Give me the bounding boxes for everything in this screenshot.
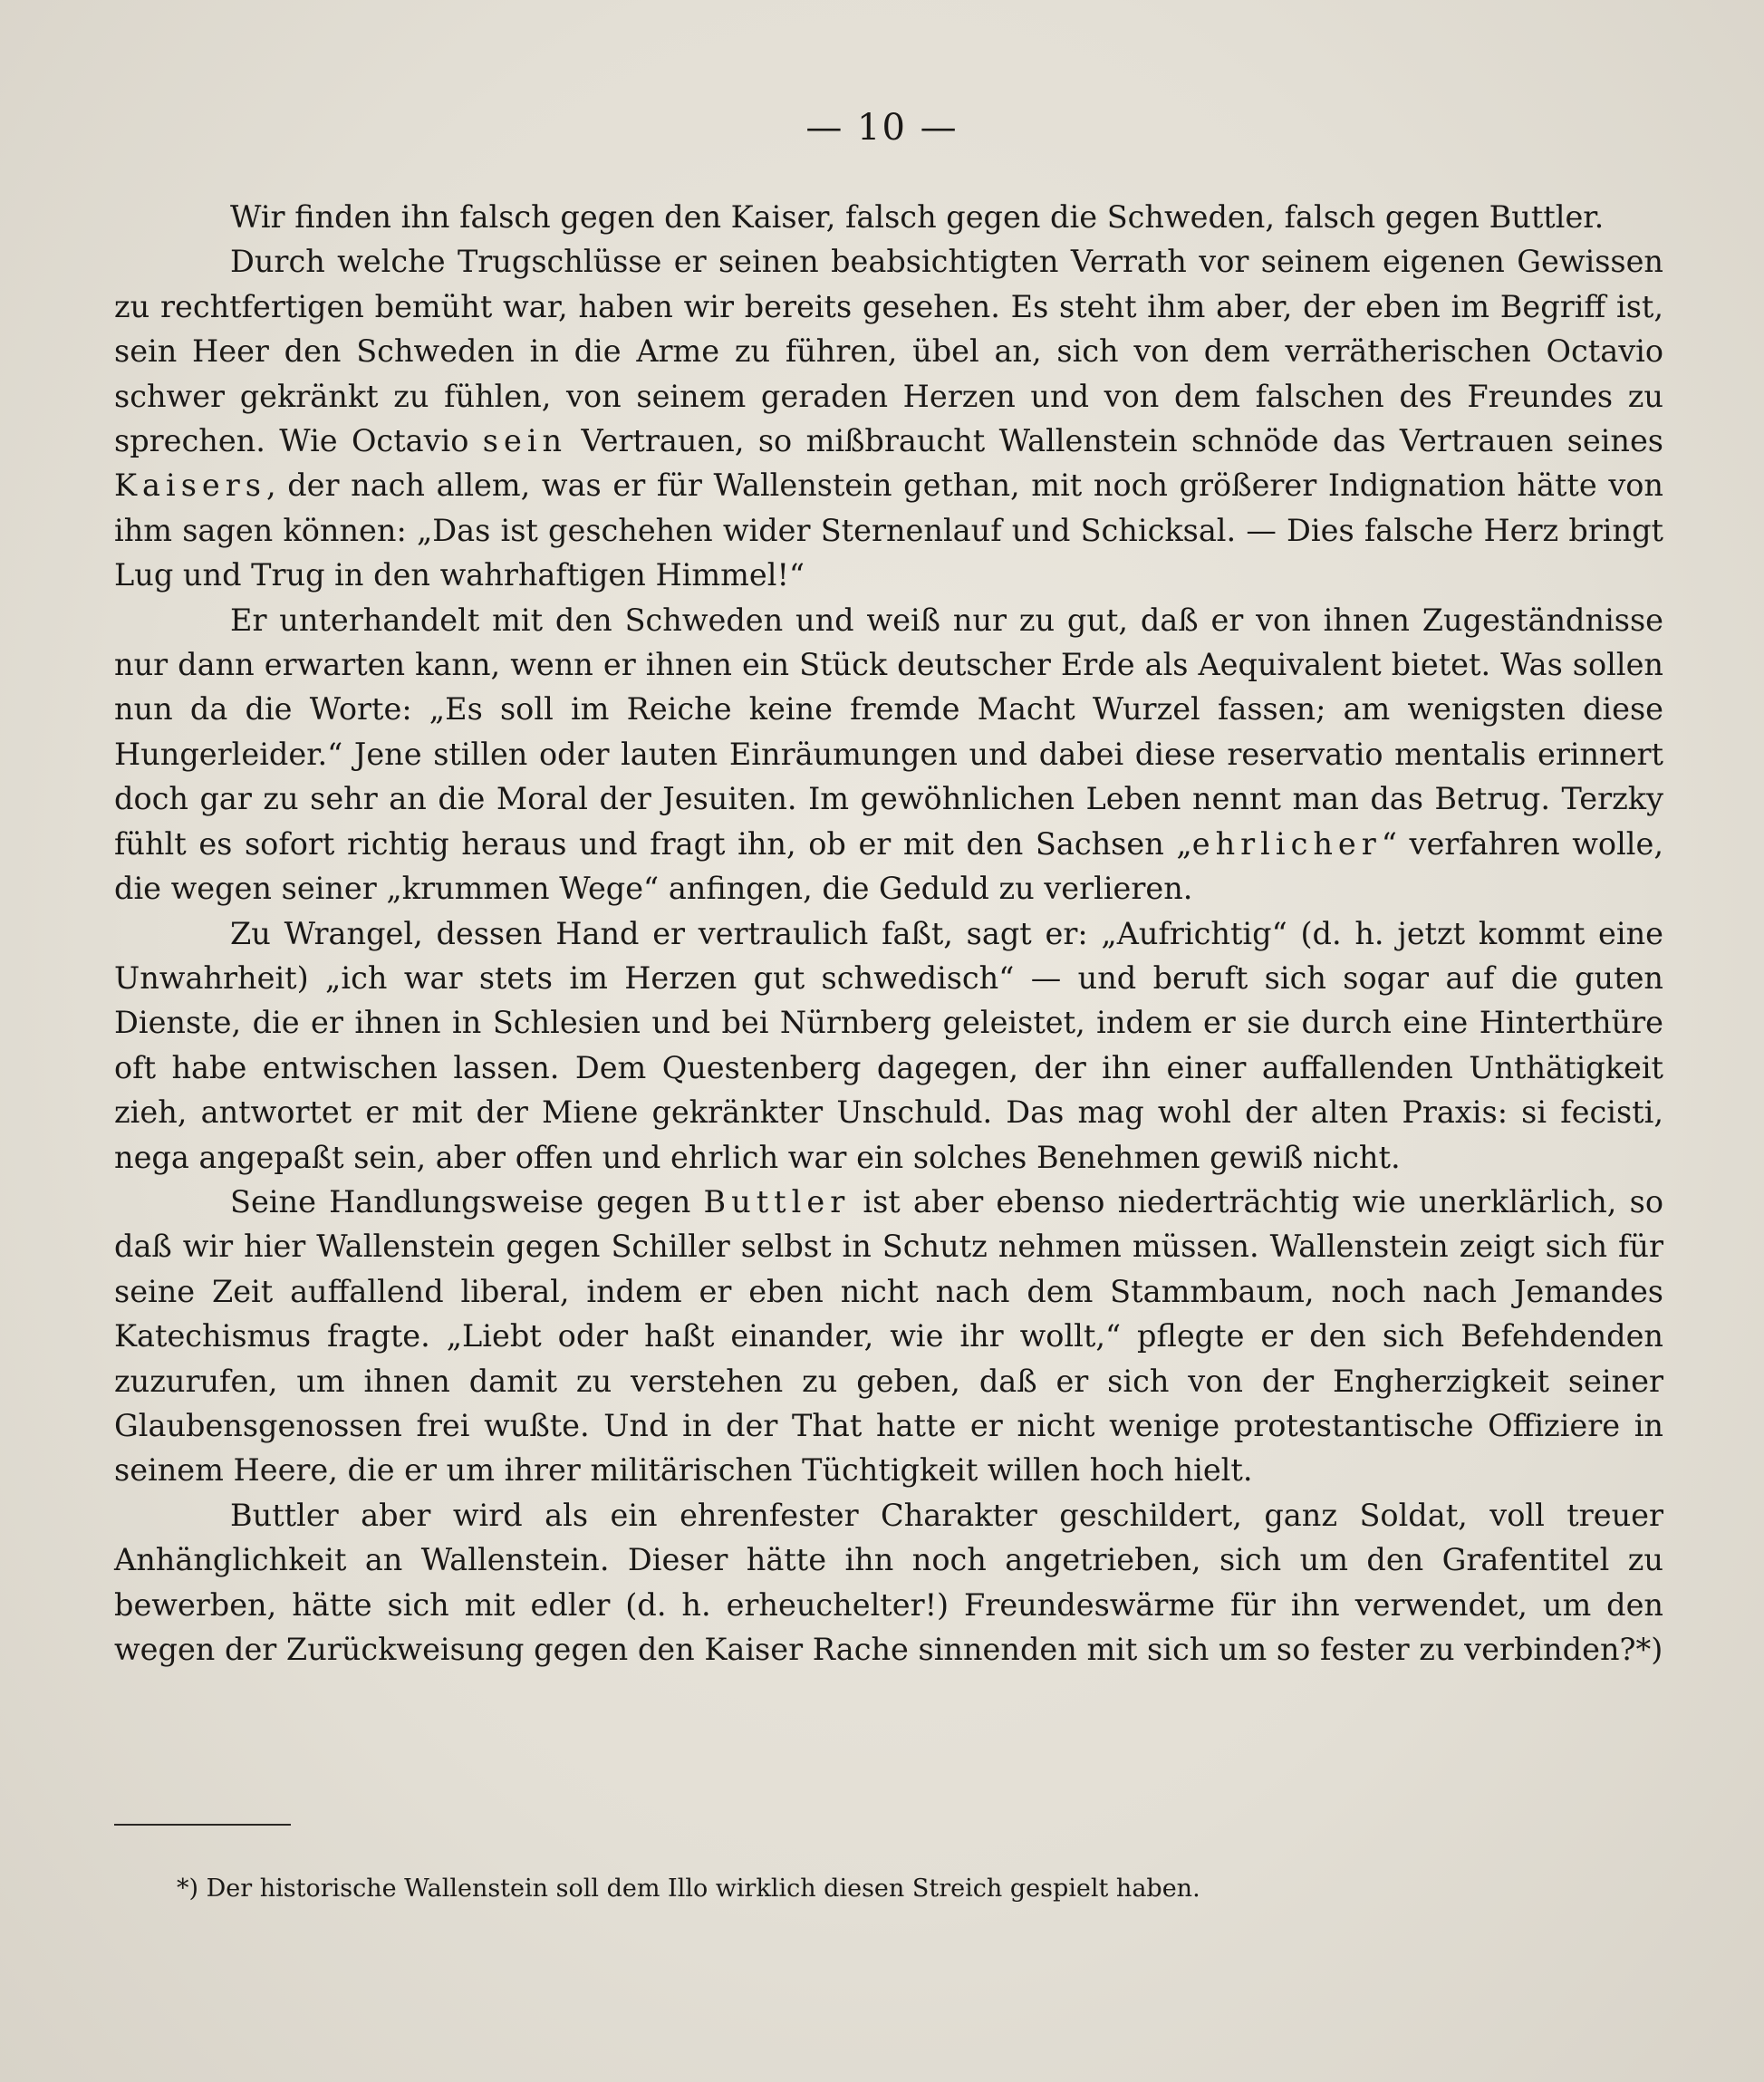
paragraph <box>114 239 1663 597</box>
text-run: Er unterhandelt mit den Schweden und weiß nur zu gut, daß er von ihnen Zugeständnisse nur dann erwarten kann, wenn er ihnen ein Stück deutscher Erde als Aequivalent bietet. Was sollen nun da die Worte: „Es soll im Reiche keine fremde Macht Wurzel fassen; am wenigsten diese Hungerleider.“ Jene stillen oder lauten Einräumungen und dabei diese reservatio mentalis erinnert doch gar zu sehr an die Moral der Jesuiten. Im gewöhnlichen Leben nennt man das Betrug. Terzky fühlt es sofort richtig heraus und fragt ihn, ob er mit den Sachsen „ <box>114 602 1663 862</box>
page-number: — 10 — <box>805 107 959 149</box>
text-run: “ verfahren wolle, die wegen seiner „krummen Wege“ anfingen, die Geduld zu verlieren. <box>114 825 1663 907</box>
emphasis-spaced: Buttler <box>703 1183 851 1219</box>
emphasis-spaced: sein <box>482 423 568 459</box>
text-run: Durch welche Trugschlüsse er seinen beabsichtigten Verrath vor seinem eigenen Gewissen zu rechtfertigen bemüht war, haben wir bereits gesehen. Es steht ihm aber, der eben im Begriff ist, sein Heer den Schweden in die Arme zu führen, übel an, sich von dem verrätherischen Octavio schwer gekränkt zu fühlen, von seinem geraden Herzen und von dem falschen des Freundes zu sprechen. Wie Octavio <box>114 244 1663 459</box>
footnote: *) Der historische Wallenstein soll dem Illo wirklich diesen Streich gespielt haben. <box>177 1875 1200 1903</box>
emphasis-spaced: ehrlicher <box>1191 825 1382 862</box>
text-run: ist aber ebenso niederträchtig wie unerklärlich, so daß wir hier Wallenstein gegen Schiller selbst in Schutz nehmen müssen. Wallenstein zeigt sich für seine Zeit auffallend liberal, indem er eben nicht nach dem Stammbaum, noch nach Jemandes Katechismus fragte. „Liebt oder haßt einander, wie ihr wollt,“ pflegte er den sich Befehdenden zuzurufen, um ihnen damit zu verstehen zu geben, daß er sich von der Engherzigkeit seiner Glaubensgenossen frei wußte. Und in der That hatte er nicht wenige protestantische Offiziere in seinem Heere, die er um ihrer militärischen Tüchtigkeit willen hoch hielt. <box>114 1183 1663 1489</box>
paragraph <box>114 1180 1663 1493</box>
text-run: Vertrauen, so mißbraucht Wallenstein schnöde das Vertrauen seines <box>581 423 1663 459</box>
footnote-rule <box>114 1824 291 1826</box>
paragraph: Wir finden ihn falsch gegen den Kaiser, falsch gegen die Schweden, falsch gegen Buttler. <box>230 199 1605 235</box>
body-text <box>114 195 1663 1672</box>
emphasis-spaced: Kaisers <box>114 467 266 504</box>
text-run: Seine Handlungsweise gegen <box>230 1183 691 1219</box>
paragraph: Buttler aber wird als ein ehrenfester Charakter geschildert, ganz Soldat, voll treuer Anhänglichkeit an Wallenstein. Dieser hätte ihn noch angetrieben, sich um den Grafentitel zu bewerben, hätte sich mit edler (d. h. erheuchelter!) Freundeswärme für ihn verwendet, um den wegen der Zurückweisung gegen den Kaiser Rache sinnenden mit sich um so fester zu verbinden?*) <box>114 1497 1663 1667</box>
paragraph: Zu Wrangel, dessen Hand er vertraulich faßt, sagt er: „Aufrichtig“ (d. h. jetzt kommt eine Unwahrheit) „ich war stets im Herzen gut schwedisch“ — und beruft sich sogar auf die guten Dienste, die er ihnen in Schlesien und bei Nürnberg geleistet, indem er sie durch eine Hinterthüre oft habe entwischen lassen. Dem Questenberg dagegen, der ihn einer auffallenden Unthätigkeit zieh, antwortet er mit der Miene gekränkter Unschuld. Das mag wohl der alten Praxis: si fecisti, nega angepaßt sein, aber offen und ehrlich war ein solches Benehmen gewiß nicht. <box>114 915 1663 1175</box>
paragraph <box>114 598 1663 911</box>
text-run: , der nach allem, was er für Wallenstein gethan, mit noch größerer Indignation hätte von ihm sagen können: „Das ist geschehen wider Sternenlauf und Schicksal. — Dies falsche Herz bringt Lug und Trug in den wahrhaftigen Himmel!“ <box>114 467 1663 593</box>
